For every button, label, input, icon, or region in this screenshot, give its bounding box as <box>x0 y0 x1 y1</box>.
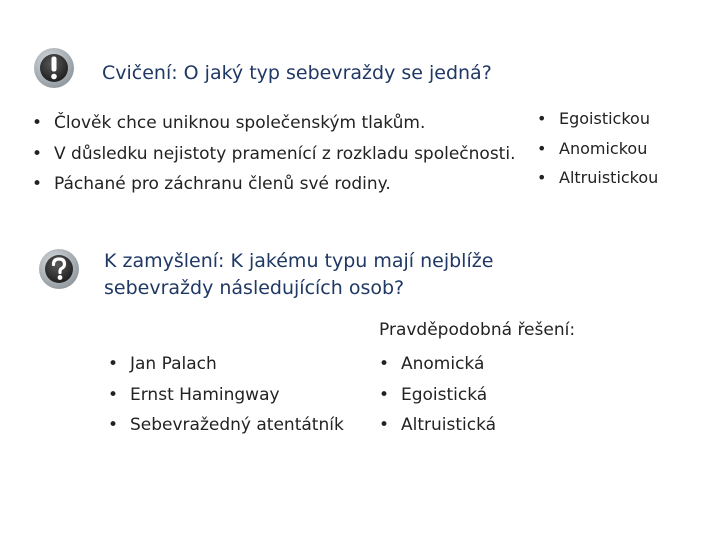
solution-item: • Egoistická <box>379 380 496 411</box>
solution-item: • Anomická <box>379 349 496 380</box>
person-item: • Jan Palach <box>108 349 344 380</box>
reflection-title-line: K zamyšlení: K jakému typu mají nejblíže <box>104 250 494 272</box>
statement-item: • V důsledku nejistoty pramenící z rozkladu společnosti. <box>32 139 515 170</box>
solutions-label: Pravděpodobná řešení: <box>379 320 576 340</box>
person-list <box>108 349 344 441</box>
option-item: • Egoistickou <box>537 104 658 134</box>
person-item: • Sebevražedný atentátník <box>108 410 344 441</box>
option-list <box>537 104 658 193</box>
person-item: • Ernst Hamingway <box>108 380 344 411</box>
reflection-title-line: sebevraždy následujících osob? <box>104 277 405 299</box>
solution-list <box>379 349 496 441</box>
solution-item: • Altruistická <box>379 410 496 441</box>
statement-item: • Páchané pro záchranu členů své rodiny. <box>32 169 515 200</box>
question-icon <box>38 248 80 290</box>
statement-item: • Člověk chce uniknou společenským tlakům. <box>32 108 515 139</box>
option-item: • Altruistickou <box>537 163 658 193</box>
exclamation-icon <box>33 47 75 89</box>
option-item: • Anomickou <box>537 134 658 164</box>
exercise-title: Cvičení: O jaký typ sebevraždy se jedná? <box>102 62 492 84</box>
reflection-title <box>104 248 493 302</box>
statement-list <box>32 108 515 200</box>
